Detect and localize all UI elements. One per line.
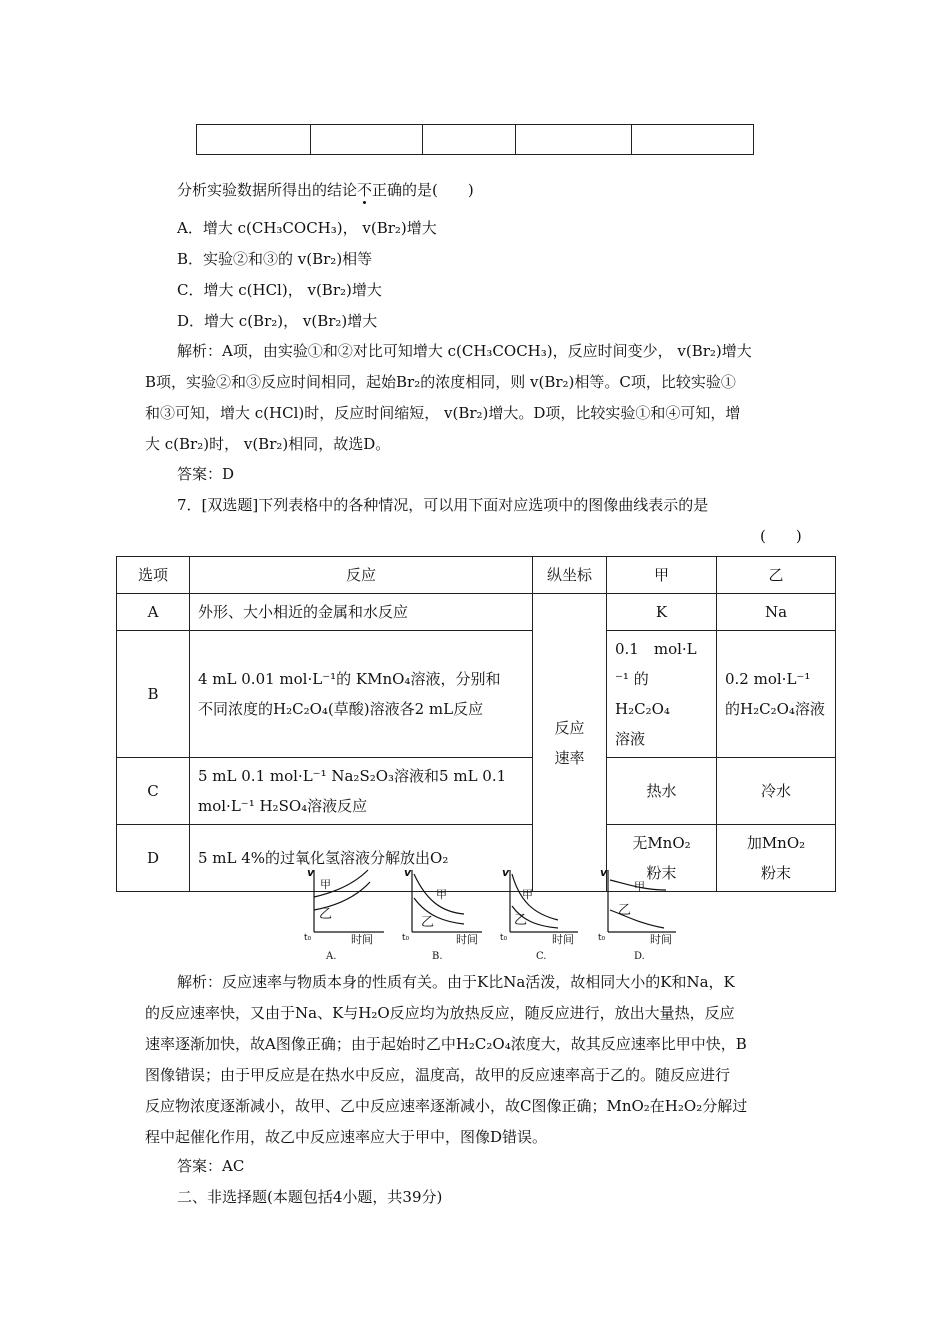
analysis-line: 大 c(Br₂)时， v(Br₂)相同，故选D。	[145, 435, 391, 453]
ordinate-line: 速率	[554, 748, 585, 767]
reaction-line: 不同浓度的H₂C₂O₄(草酸)溶液各2 mL反应	[198, 700, 484, 718]
analysis-line: 解析：反应速率与物质本身的性质有关。由于K比Na活泼，故相同大小的K和Na，K	[177, 973, 735, 991]
table-cell	[516, 125, 632, 155]
reaction-line: 5 mL 4%的过氧化氢溶液分解放出O₂	[198, 849, 449, 867]
jia-line: ⁻¹ 的 H₂C₂O₄	[615, 670, 670, 718]
table-row	[117, 594, 836, 631]
ordinate-line: 反应	[554, 718, 585, 737]
y-axis-label: v	[404, 866, 412, 879]
analysis-q7	[145, 967, 809, 1153]
table-header-row	[117, 557, 836, 594]
analysis-line: 和③可知，增大 c(HCl)时，反应时间缩短， v(Br₂)增大。D项，比较实验①和④可知，增	[145, 404, 741, 422]
jia-line: 0.1 mol·L	[615, 640, 697, 658]
analysis-q6	[145, 336, 809, 460]
header-reaction: 反应	[190, 557, 533, 594]
data-table-remnant	[196, 124, 754, 155]
option-c: C．增大 c(HCl)， v(Br₂)增大	[177, 281, 382, 299]
q7-table	[116, 556, 836, 892]
row-yi	[717, 631, 836, 758]
section-title: 二、非选择题(本题包括4小题，共39分)	[177, 1188, 443, 1206]
analysis-line: 图像错误；由于甲反应是在热水中反应，温度高，故甲的反应速率高于乙的。随反应进行	[145, 1066, 731, 1084]
panel-label: D.	[634, 951, 645, 962]
row-reaction	[190, 631, 533, 758]
graph-panel-c	[500, 866, 578, 962]
curve-label-yi: 乙	[514, 913, 528, 928]
table-cell	[632, 125, 754, 155]
curve-label-jia: 甲	[522, 888, 533, 901]
table-row	[117, 758, 836, 825]
x-axis-label: 时间	[456, 933, 478, 946]
option-d: D．增大 c(Br₂)， v(Br₂)增大	[177, 312, 378, 330]
header-yi: 乙	[717, 557, 836, 594]
header-ordinate: 纵坐标	[533, 557, 607, 594]
row-option: B	[117, 631, 190, 758]
origin-label: t₀	[304, 933, 312, 943]
row-jia: K	[607, 594, 717, 631]
table-cell	[423, 125, 516, 155]
yi-line: 粉末	[760, 864, 791, 882]
yi-line: 加MnO₂	[746, 834, 806, 852]
table-cell	[197, 125, 311, 155]
analysis-line: 程中起催化作用，故乙中反应速率应大于甲中，图像D错误。	[145, 1128, 548, 1146]
reaction-line: 4 mL 0.01 mol·L⁻¹的 KMnO₄溶液，分别和	[198, 670, 501, 688]
curve-label-jia: 甲	[320, 878, 331, 891]
jia-line: 无MnO₂	[632, 834, 691, 852]
answer-q7: 答案：AC	[177, 1157, 245, 1175]
analysis-line: 解析：A项，由实验①和②对比可知增大 c(CH₃COCH₃)，反应时间变少， v(Br₂)增大	[177, 342, 752, 360]
y-axis-label: v	[600, 866, 608, 879]
row-yi: 冷水	[717, 758, 836, 825]
option-b: B．实验②和③的 v(Br₂)相等	[177, 250, 373, 268]
intro-text: 分析实验数据所得出的结论	[177, 181, 358, 199]
reaction-line: mol·L⁻¹ H₂SO₄溶液反应	[198, 797, 368, 815]
panel-label: C.	[536, 951, 547, 962]
row-jia	[607, 631, 717, 758]
option-a: A．增大 c(CH₃COCH₃)， v(Br₂)增大	[177, 219, 437, 237]
rate-graphs-figure	[296, 862, 696, 964]
row-reaction	[190, 758, 533, 825]
yi-line: 的H₂C₂O₄溶液	[725, 700, 825, 718]
x-axis-label: 时间	[650, 933, 672, 946]
row-yi: Na	[717, 594, 836, 631]
header-option: 选项	[117, 557, 190, 594]
curve-label-jia: 甲	[436, 888, 447, 901]
header-jia: 甲	[607, 557, 717, 594]
intro-text-end: 正确的是( )	[372, 181, 474, 199]
origin-label: t₀	[500, 933, 508, 943]
graph-panel-b	[402, 866, 482, 962]
origin-label: t₀	[598, 933, 606, 943]
answer-q6: 答案：D	[177, 465, 235, 483]
question-intro	[177, 180, 474, 200]
table-row	[117, 631, 836, 758]
jia-line: 溶液	[615, 730, 646, 748]
curve-label-jia: 甲	[634, 880, 645, 893]
x-axis-label: 时间	[552, 933, 574, 946]
analysis-line: 的反应速率快，又由于Na、K与H₂O反应均为放热反应，随反应进行，放出大量热，反应	[145, 1004, 735, 1022]
table-cell	[311, 125, 423, 155]
analysis-line: 反应物浓度逐渐减小，故甲、乙中反应速率逐渐减小，故C图像正确；MnO₂在H₂O₂分解过	[145, 1097, 748, 1115]
panel-label: B.	[432, 951, 443, 962]
row-option: C	[117, 758, 190, 825]
graph-panel-d	[598, 866, 676, 962]
graph-panel-a	[304, 866, 384, 962]
question-7-title: 7．[双选题]下列表格中的各种情况，可以用下面对应选项中的图像曲线表示的是	[177, 496, 709, 514]
row-ordinate	[533, 594, 607, 892]
curve-label-yi: 乙	[618, 903, 632, 918]
reaction-line: 5 mL 0.1 mol·L⁻¹ Na₂S₂O₃溶液和5 mL 0.1	[198, 767, 507, 785]
curve-label-yi: 乙	[319, 907, 333, 922]
jia-line: 粉末	[646, 864, 677, 882]
question-7-paren: ( )	[760, 527, 802, 545]
row-reaction	[190, 594, 533, 631]
row-option: A	[117, 594, 190, 631]
row-yi	[717, 825, 836, 892]
x-axis-label: 时间	[351, 933, 373, 946]
reaction-line: 外形、大小相近的金属和水反应	[198, 603, 409, 621]
analysis-line: 速率逐渐加快，故A图像正确；由于起始时乙中H₂C₂O₄浓度大，故其反应速率比甲中快，B	[145, 1035, 747, 1053]
curve-label-yi: 乙	[421, 915, 435, 930]
y-axis-label: v	[502, 866, 510, 879]
y-axis-label: v	[307, 866, 315, 879]
origin-label: t₀	[402, 933, 410, 943]
row-option: D	[117, 825, 190, 892]
row-jia: 热水	[607, 758, 717, 825]
yi-line: 0.2 mol·L⁻¹	[725, 670, 811, 688]
intro-emphasis: 不	[357, 181, 373, 199]
panel-label: A.	[326, 951, 337, 962]
analysis-line: B项，实验②和③反应时间相同，起始Br₂的浓度相同，则 v(Br₂)相等。C项，比较实验①	[145, 373, 736, 391]
